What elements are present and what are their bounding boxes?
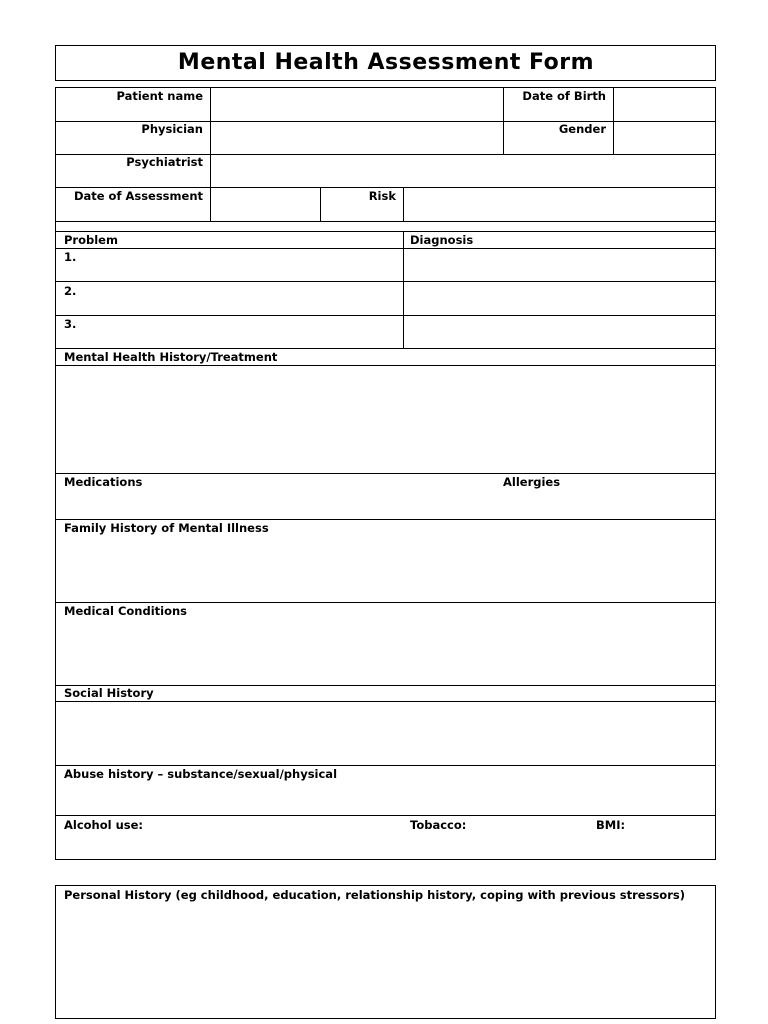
allergies-label: Allergies — [503, 475, 561, 489]
social-history-field[interactable] — [56, 702, 715, 765]
diagnosis-2-field[interactable] — [404, 282, 715, 315]
personal-history-field[interactable] — [56, 904, 715, 1018]
diagnosis-1-field[interactable] — [404, 249, 715, 281]
problem-2-label: 2. — [64, 284, 77, 298]
alcohol-use-field[interactable] — [150, 816, 400, 859]
problem-1-field[interactable] — [80, 249, 402, 281]
form-title: Mental Health Assessment Form — [177, 50, 595, 75]
medications-field[interactable] — [56, 490, 496, 519]
diagnosis-3-field[interactable] — [404, 316, 715, 348]
date-of-assessment-label: Date of Assessment — [73, 189, 203, 203]
physician-label: Physician — [141, 122, 203, 136]
allergies-field[interactable] — [560, 474, 715, 519]
risk-field[interactable] — [404, 188, 715, 221]
tobacco-label: Tobacco: — [410, 818, 467, 832]
abuse-history-field[interactable] — [56, 783, 715, 815]
problem-2-field[interactable] — [80, 282, 402, 315]
alcohol-use-label: Alcohol use: — [64, 818, 144, 832]
date-of-assessment-field[interactable] — [211, 188, 320, 221]
bmi-field[interactable] — [630, 816, 715, 859]
bmi-label: BMI: — [596, 818, 626, 832]
medical-conditions-label: Medical Conditions — [64, 604, 188, 618]
gender-label: Gender — [558, 122, 606, 136]
abuse-history-label: Abuse history – substance/sexual/physical — [64, 767, 338, 781]
psychiatrist-label: Psychiatrist — [126, 155, 203, 169]
problem-3-label: 3. — [64, 317, 77, 331]
patient-name-label: Patient name — [116, 89, 203, 103]
tobacco-field[interactable] — [475, 816, 590, 859]
problem-3-field[interactable] — [80, 316, 402, 348]
date-of-birth-label: Date of Birth — [522, 89, 606, 103]
mental-health-history-field[interactable] — [56, 366, 715, 473]
social-history-label: Social History — [64, 686, 154, 700]
medical-conditions-field[interactable] — [56, 620, 715, 685]
psychiatrist-field[interactable] — [211, 155, 715, 187]
family-history-label: Family History of Mental Illness — [64, 521, 269, 535]
patient-name-field[interactable] — [211, 88, 503, 121]
problem-header: Problem — [64, 233, 118, 247]
personal-history-label: Personal History (eg childhood, education, relationship history, coping with previous stressors) — [64, 888, 685, 902]
gender-field[interactable] — [614, 122, 715, 154]
medications-label: Medications — [64, 475, 143, 489]
physician-field[interactable] — [211, 122, 503, 154]
family-history-field[interactable] — [56, 537, 715, 602]
mental-health-history-label: Mental Health History/Treatment — [64, 350, 278, 364]
date-of-birth-field[interactable] — [614, 88, 715, 121]
problem-1-label: 1. — [64, 250, 77, 264]
risk-label: Risk — [368, 189, 396, 203]
diagnosis-header: Diagnosis — [410, 233, 474, 247]
